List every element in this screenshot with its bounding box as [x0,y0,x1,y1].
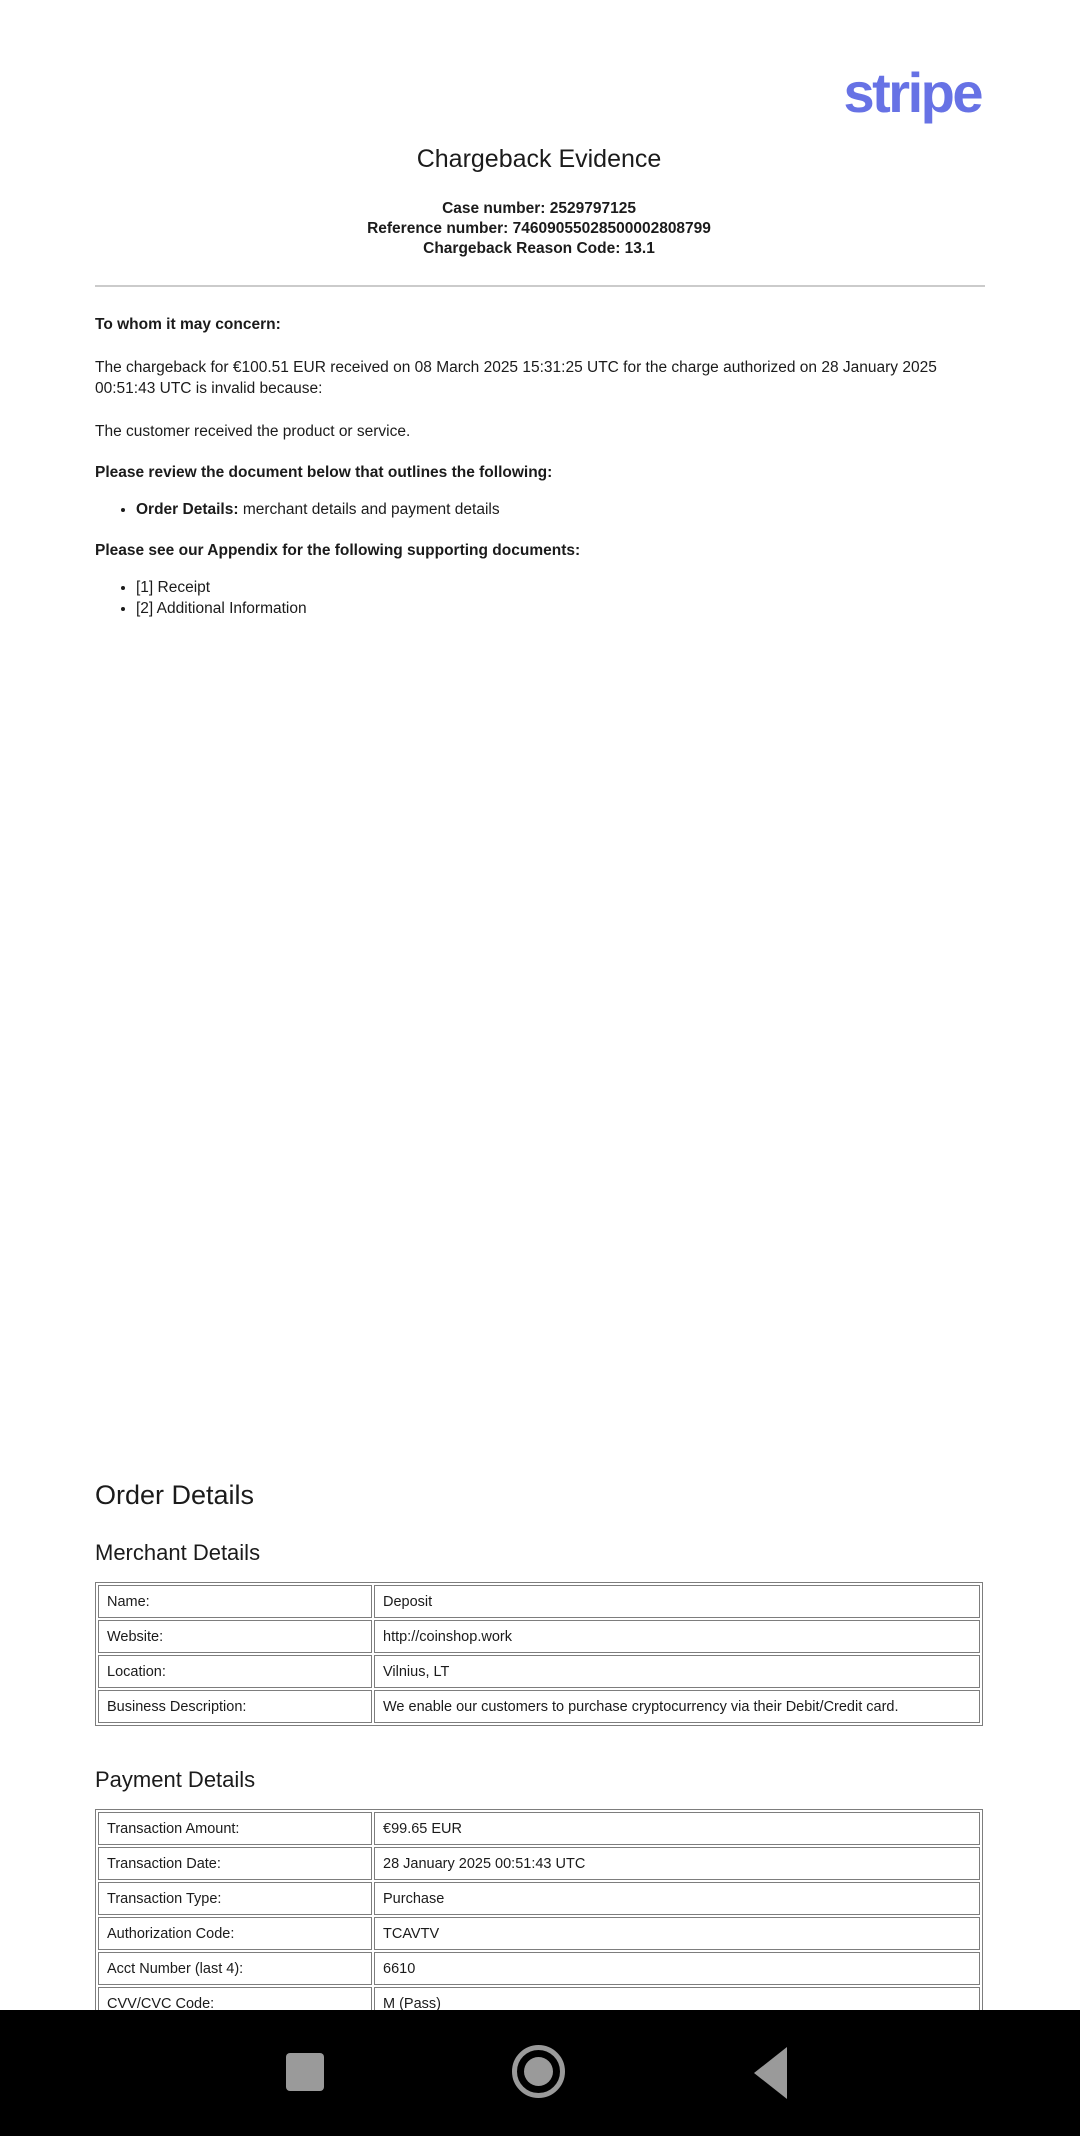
row-value: TCAVTV [374,1917,980,1950]
row-label: Location: [98,1655,372,1688]
list-item [136,499,983,521]
table-row [98,1812,980,1845]
chargeback-letter [95,0,983,620]
row-label: Acct Number (last 4): [98,1952,372,1985]
table-row [98,1847,980,1880]
reason-statement: The customer received the product or service. [95,422,411,440]
row-value: €99.65 EUR [374,1812,980,1845]
salutation: To whom it may concern: [95,316,281,333]
payment-details-heading: Payment Details [95,1767,256,1792]
merchant-details-table [95,1582,983,1726]
row-value: http://coinshop.work [374,1620,980,1653]
review-list [95,499,983,521]
row-value: M (Pass) [374,1987,980,2010]
row-label: Business Description: [98,1690,372,1723]
table-row [98,1690,980,1723]
logo-row [95,62,983,124]
back-icon[interactable] [754,2047,787,2099]
payment-details-table [95,1809,983,2010]
table-row [98,1655,980,1688]
row-value: Purchase [374,1882,980,1915]
horizontal-divider [95,285,985,287]
merchant-details-heading: Merchant Details [95,1540,261,1565]
appendix-heading: Please see our Appendix for the following supporting documents: [95,542,581,559]
row-label: CVV/CVC Code: [98,1987,372,2010]
row-value: We enable our customers to purchase cryptocurrency via their Debit/Credit card. [374,1690,980,1723]
order-details-section [95,1477,983,2010]
list-item: • [1] Receipt [136,577,983,599]
home-icon-dot [524,2057,553,2086]
reason-code-line: Chargeback Reason Code: 13.1 [423,240,655,257]
row-label: Authorization Code: [98,1917,372,1950]
intro-paragraph: The chargeback for €100.51 EUR received on 08 March 2025 15:31:25 UTC for the charge authorized on 28 January 2025 00:51:43 UTC is invalid because: [95,358,937,397]
table-row [98,1620,980,1653]
case-info-block [95,199,983,259]
review-heading: Please review the document below that outlines the following: [95,464,553,481]
home-icon[interactable] [512,2045,565,2098]
android-nav-bar [0,2010,1080,2136]
appendix-list [95,577,983,620]
row-label: Transaction Amount: [98,1812,372,1845]
row-value: Vilnius, LT [374,1655,980,1688]
stripe-logo: stripe [843,61,981,124]
order-details-heading: Order Details [95,1480,255,1510]
row-label: Name: [98,1585,372,1618]
review-item-bold: Order Details: [136,500,239,518]
row-label: Transaction Date: [98,1847,372,1880]
row-label: Transaction Type: [98,1882,372,1915]
reference-number-line: Reference number: 74609055028500002808799 [367,220,711,237]
table-row [98,1952,980,1985]
row-value: Deposit [374,1585,980,1618]
review-item-rest: merchant details and payment details [238,500,500,518]
table-row [98,1585,980,1618]
row-value: 6610 [374,1952,980,1985]
case-number-line: Case number: 2529797125 [442,200,636,217]
list-item: • [2] Additional Information [136,598,983,620]
table-row [98,1917,980,1950]
table-row [98,1882,980,1915]
table-row [98,1987,980,2010]
page-title: Chargeback Evidence [416,145,662,173]
recents-icon[interactable] [286,2053,324,2091]
row-value: 28 January 2025 00:51:43 UTC [374,1847,980,1880]
row-label: Website: [98,1620,372,1653]
